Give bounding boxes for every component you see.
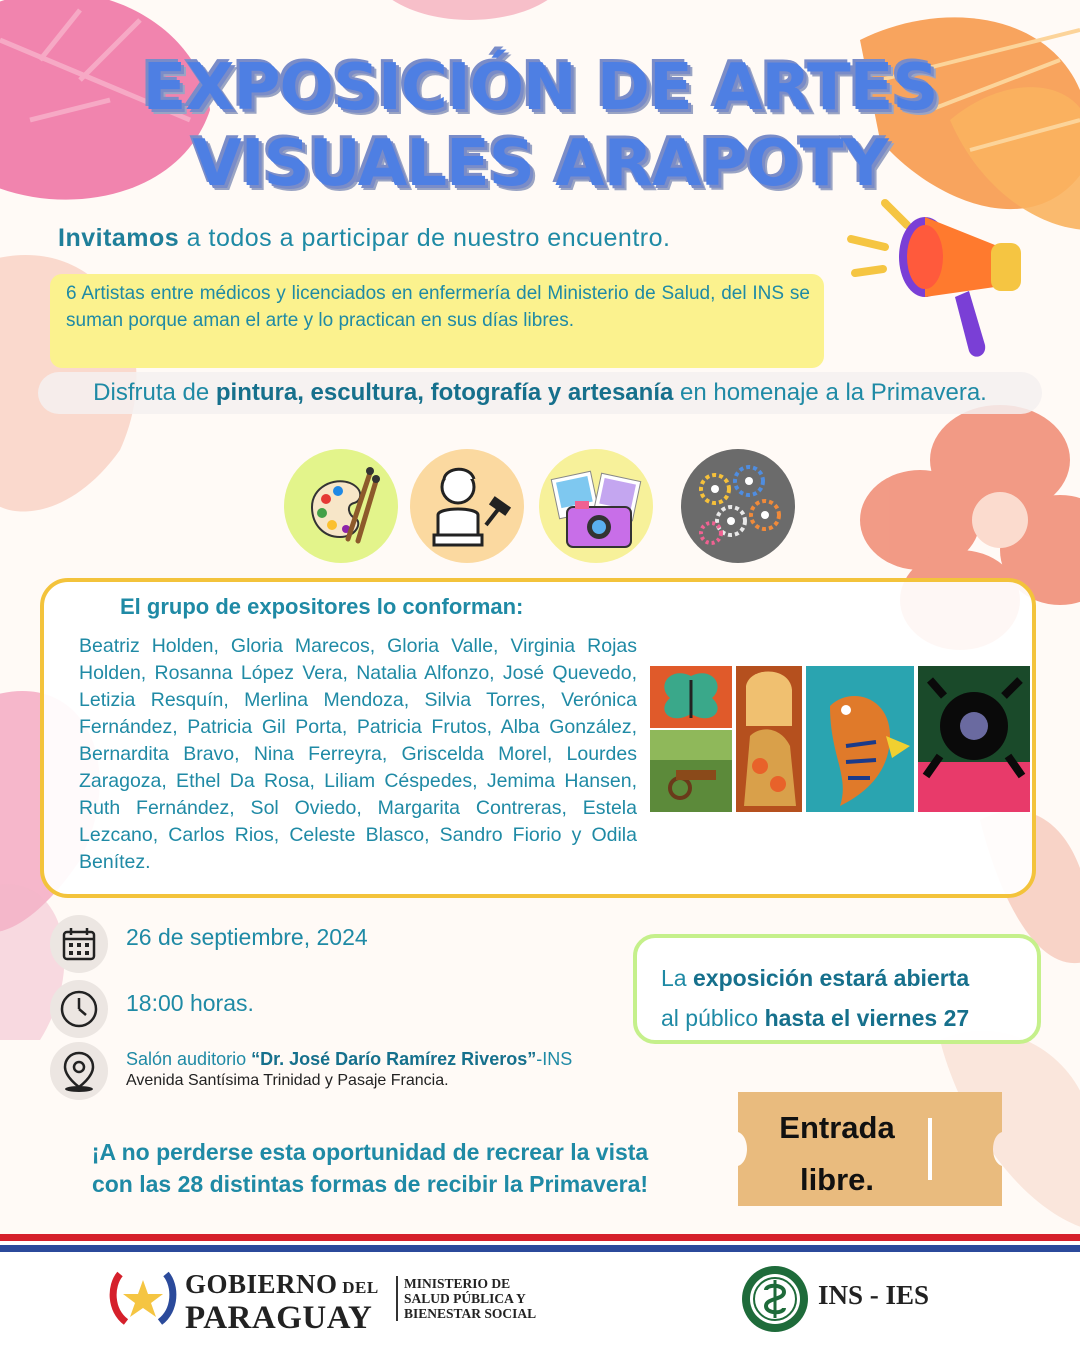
closing-slogan bbox=[30, 1136, 710, 1200]
exhibitors-names: Beatriz Holden, Gloria Marecos, Gloria Valle, Virginia Rojas Holden, Rosanna López Vera, Natalia Alfonzo, José Quevedo, Letizia Resquín, Merlina Mendoza, Silvia Torres, Verónica Fernández, Patricia Gil Porta, Patricia Frutos, Alba González, Bernardita Bravo, Nina Ferreyra, Griscelda Morel, Lourdes Zaragoza, Ethel Da Rosa, Liliam Céspedes, Jemima Hansen, Ruth Fernández, Sol Oviedo, Margarita Contreras, Estela Lezcano, Carlos Rios, Celeste Blasco, Sandro Fiorio y Odila Benítez. bbox=[79, 635, 637, 873]
ministry-line-2: SALUD PÚBLICA Y bbox=[404, 1291, 526, 1306]
invite-text bbox=[58, 224, 670, 253]
gov-del: DEL bbox=[337, 1278, 379, 1297]
artwork-gallery bbox=[650, 666, 1030, 814]
enjoy-pre: Disfruta de bbox=[93, 379, 216, 406]
enjoy-bold: pintura, escultura, fotografía y artesanía bbox=[215, 379, 674, 406]
gov-line-1: GOBIERNO bbox=[185, 1269, 338, 1299]
calendar-icon bbox=[61, 926, 97, 962]
open-l2-pre: al público bbox=[661, 1005, 765, 1031]
page-title bbox=[0, 50, 1080, 202]
ticket-line-2: libre. bbox=[799, 1162, 875, 1197]
open-until-box bbox=[633, 934, 1041, 1044]
ministry-line-1: MINISTERIO DE bbox=[404, 1276, 511, 1291]
free-entry-text bbox=[742, 1102, 932, 1206]
title-line-2: VISUALES ARAPOTY bbox=[192, 127, 888, 201]
artists-description: 6 Artistas entre médicos y licenciados en enfermería del Ministerio de Salud, del INS se suman porque aman el arte y lo practican en sus días libres. bbox=[50, 274, 824, 368]
open-l1-bold: exposición estará abierta bbox=[692, 965, 970, 991]
flag-stripe-blue bbox=[0, 1245, 1080, 1252]
calendar-badge bbox=[50, 915, 108, 973]
invite-bold: Invitamos bbox=[58, 224, 180, 252]
venue-address: Avenida Santísima Trinidad y Pasaje Francia. bbox=[126, 1072, 449, 1089]
camera-photos-icon bbox=[539, 449, 653, 563]
megaphone-icon bbox=[845, 195, 1030, 365]
title-line-1: EXPOSICIÓN DE ARTES bbox=[142, 51, 938, 125]
venue-name: “Dr. José Darío Ramírez Riveros” bbox=[251, 1049, 537, 1069]
location-badge bbox=[50, 1042, 108, 1100]
exhibitors-title: El grupo de expositores lo conforman: bbox=[120, 594, 524, 619]
event-venue bbox=[126, 1048, 572, 1092]
clock-icon bbox=[59, 989, 99, 1029]
event-time: 18:00 horas. bbox=[126, 990, 254, 1016]
clock-badge bbox=[50, 980, 108, 1038]
venue-post: -INS bbox=[536, 1049, 573, 1069]
slogan-line-1: ¡A no perderse esta oportunidad de recrear la vista bbox=[91, 1139, 649, 1165]
invite-rest: a todos a participar de nuestro encuentro. bbox=[179, 224, 671, 252]
enjoy-post: en homenaje a la Primavera. bbox=[673, 379, 987, 406]
crafts-circle bbox=[681, 449, 795, 563]
ministry-name bbox=[396, 1276, 536, 1321]
open-l1-pre: La bbox=[661, 965, 693, 991]
ticket-line-1: Entrada bbox=[779, 1110, 895, 1145]
gov-line-2: PARAGUAY bbox=[185, 1300, 373, 1336]
venue-pre: Salón auditorio bbox=[126, 1049, 252, 1069]
paraguay-seal-icon bbox=[108, 1266, 178, 1328]
ins-seal-icon bbox=[740, 1264, 810, 1334]
gobierno-paraguay-logo bbox=[185, 1270, 379, 1334]
sculpture-circle bbox=[410, 449, 524, 563]
location-pin-icon bbox=[59, 1049, 99, 1093]
open-l2-bold: hasta el viernes 27 bbox=[764, 1005, 970, 1031]
painting-circle bbox=[284, 449, 398, 563]
slogan-line-2: con las 28 distintas formas de recibir la Primavera! bbox=[91, 1171, 649, 1197]
event-date: 26 de septiembre, 2024 bbox=[126, 924, 368, 950]
ministry-line-3: BIENESTAR SOCIAL bbox=[404, 1306, 537, 1321]
ins-ies-label: INS - IES bbox=[818, 1280, 930, 1310]
rosettes-icon bbox=[681, 449, 795, 563]
photography-circle bbox=[539, 449, 653, 563]
enjoy-banner bbox=[38, 372, 1042, 414]
flag-stripe-red bbox=[0, 1234, 1080, 1241]
sculpture-icon bbox=[410, 449, 524, 563]
palette-icon bbox=[284, 449, 398, 563]
